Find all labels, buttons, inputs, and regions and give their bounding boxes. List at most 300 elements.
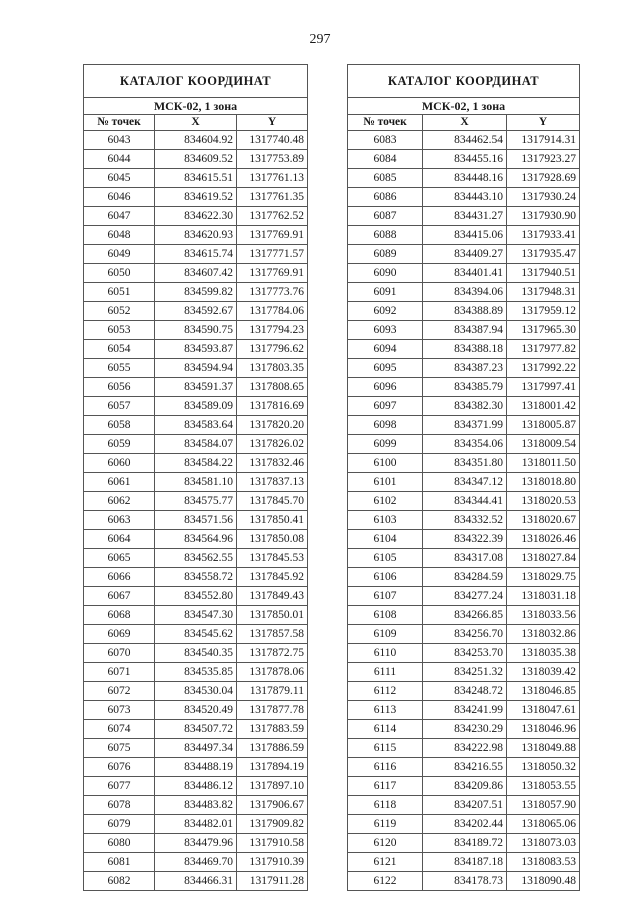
- y-coordinate-cell: 1317761.13: [237, 169, 308, 188]
- y-coordinate-cell: 1317796.62: [237, 340, 308, 359]
- column-header-y: Y: [237, 115, 308, 131]
- x-coordinate-cell: 834230.29: [423, 720, 507, 739]
- x-coordinate-cell: 834241.99: [423, 701, 507, 720]
- y-coordinate-cell: 1317850.01: [237, 606, 308, 625]
- y-coordinate-cell: 1317794.23: [237, 321, 308, 340]
- point-number-cell: 6064: [84, 530, 155, 549]
- y-coordinate-cell: 1318027.84: [507, 549, 580, 568]
- table-row: [348, 359, 580, 378]
- x-coordinate-cell: 834535.85: [155, 663, 237, 682]
- x-coordinate-cell: 834607.42: [155, 264, 237, 283]
- table-row: [84, 302, 308, 321]
- x-coordinate-cell: 834564.96: [155, 530, 237, 549]
- x-coordinate-cell: 834592.67: [155, 302, 237, 321]
- y-coordinate-cell: 1317808.65: [237, 378, 308, 397]
- table-row: [84, 511, 308, 530]
- point-number-cell: 6083: [348, 131, 423, 150]
- point-number-cell: 6108: [348, 606, 423, 625]
- x-coordinate-cell: 834562.55: [155, 549, 237, 568]
- point-number-cell: 6082: [84, 872, 155, 891]
- y-coordinate-cell: 1317872.75: [237, 644, 308, 663]
- point-number-cell: 6088: [348, 226, 423, 245]
- y-coordinate-cell: 1317906.67: [237, 796, 308, 815]
- point-number-cell: 6120: [348, 834, 423, 853]
- y-coordinate-cell: 1318029.75: [507, 568, 580, 587]
- table-row: [348, 853, 580, 872]
- table-row: [84, 283, 308, 302]
- x-coordinate-cell: 834253.70: [423, 644, 507, 663]
- y-coordinate-cell: 1317977.82: [507, 340, 580, 359]
- y-coordinate-cell: 1318090.48: [507, 872, 580, 891]
- table-row: [348, 226, 580, 245]
- point-number-cell: 6118: [348, 796, 423, 815]
- y-coordinate-cell: 1317883.59: [237, 720, 308, 739]
- point-number-cell: 6104: [348, 530, 423, 549]
- x-coordinate-cell: 834581.10: [155, 473, 237, 492]
- y-coordinate-cell: 1317910.58: [237, 834, 308, 853]
- point-number-cell: 6048: [84, 226, 155, 245]
- table-row: [348, 530, 580, 549]
- point-number-cell: 6116: [348, 758, 423, 777]
- y-coordinate-cell: 1317992.22: [507, 359, 580, 378]
- x-coordinate-cell: 834347.12: [423, 473, 507, 492]
- x-coordinate-cell: 834497.34: [155, 739, 237, 758]
- coordinate-system-zone: МСК-02, 1 зона: [84, 98, 308, 115]
- table-row: [84, 131, 308, 150]
- x-coordinate-cell: 834488.19: [155, 758, 237, 777]
- y-coordinate-cell: 1317965.30: [507, 321, 580, 340]
- column-header-x: X: [423, 115, 507, 131]
- point-number-cell: 6109: [348, 625, 423, 644]
- point-number-cell: 6114: [348, 720, 423, 739]
- point-number-cell: 6046: [84, 188, 155, 207]
- x-coordinate-cell: 834277.24: [423, 587, 507, 606]
- x-coordinate-cell: 834593.87: [155, 340, 237, 359]
- point-number-cell: 6065: [84, 549, 155, 568]
- x-coordinate-cell: 834540.35: [155, 644, 237, 663]
- column-header-point-number: № точек: [84, 115, 155, 131]
- table-row: [84, 701, 308, 720]
- table-row: [84, 834, 308, 853]
- x-coordinate-cell: 834583.64: [155, 416, 237, 435]
- y-coordinate-cell: 1318057.90: [507, 796, 580, 815]
- x-coordinate-cell: 834354.06: [423, 435, 507, 454]
- x-coordinate-cell: 834615.74: [155, 245, 237, 264]
- x-coordinate-cell: 834256.70: [423, 625, 507, 644]
- point-number-cell: 6081: [84, 853, 155, 872]
- catalog-title: КАТАЛОГ КООРДИНАТ: [84, 65, 308, 98]
- point-number-cell: 6055: [84, 359, 155, 378]
- y-coordinate-cell: 1317845.53: [237, 549, 308, 568]
- y-coordinate-cell: 1318020.67: [507, 511, 580, 530]
- y-coordinate-cell: 1317878.06: [237, 663, 308, 682]
- y-coordinate-cell: 1317761.35: [237, 188, 308, 207]
- table-row: [348, 435, 580, 454]
- x-coordinate-cell: 834382.30: [423, 397, 507, 416]
- y-coordinate-cell: 1317826.02: [237, 435, 308, 454]
- y-coordinate-cell: 1318018.80: [507, 473, 580, 492]
- y-coordinate-cell: 1317850.08: [237, 530, 308, 549]
- point-number-cell: 6057: [84, 397, 155, 416]
- point-number-cell: 6075: [84, 739, 155, 758]
- table-row: [84, 473, 308, 492]
- x-coordinate-cell: 834284.59: [423, 568, 507, 587]
- y-coordinate-cell: 1318049.88: [507, 739, 580, 758]
- point-number-cell: 6121: [348, 853, 423, 872]
- x-coordinate-cell: 834558.72: [155, 568, 237, 587]
- table-row: [348, 872, 580, 891]
- x-coordinate-cell: 834507.72: [155, 720, 237, 739]
- table-row: [84, 625, 308, 644]
- y-coordinate-cell: 1317930.90: [507, 207, 580, 226]
- table-row: [84, 207, 308, 226]
- table-row: [84, 397, 308, 416]
- y-coordinate-cell: 1317948.31: [507, 283, 580, 302]
- x-coordinate-cell: 834431.27: [423, 207, 507, 226]
- y-coordinate-cell: 1317762.52: [237, 207, 308, 226]
- table-row: [348, 169, 580, 188]
- y-coordinate-cell: 1317820.20: [237, 416, 308, 435]
- y-coordinate-cell: 1318001.42: [507, 397, 580, 416]
- point-number-cell: 6054: [84, 340, 155, 359]
- point-number-cell: 6058: [84, 416, 155, 435]
- point-number-cell: 6097: [348, 397, 423, 416]
- table-row: [84, 777, 308, 796]
- x-coordinate-cell: 834619.52: [155, 188, 237, 207]
- y-coordinate-cell: 1318026.46: [507, 530, 580, 549]
- catalog-title: КАТАЛОГ КООРДИНАТ: [348, 65, 580, 98]
- point-number-cell: 6069: [84, 625, 155, 644]
- x-coordinate-cell: 834187.18: [423, 853, 507, 872]
- y-coordinate-cell: 1317845.92: [237, 568, 308, 587]
- point-number-cell: 6053: [84, 321, 155, 340]
- y-coordinate-cell: 1318032.86: [507, 625, 580, 644]
- point-number-cell: 6099: [348, 435, 423, 454]
- x-coordinate-cell: 834455.16: [423, 150, 507, 169]
- table-row: [84, 150, 308, 169]
- point-number-cell: 6052: [84, 302, 155, 321]
- table-row: [84, 188, 308, 207]
- point-number-cell: 6105: [348, 549, 423, 568]
- x-coordinate-cell: 834584.07: [155, 435, 237, 454]
- point-number-cell: 6103: [348, 511, 423, 530]
- table-row: [84, 169, 308, 188]
- page-number: 297: [309, 32, 331, 47]
- table-row: [84, 853, 308, 872]
- table-row: [84, 530, 308, 549]
- point-number-cell: 6093: [348, 321, 423, 340]
- x-coordinate-cell: 834248.72: [423, 682, 507, 701]
- table-row: [348, 283, 580, 302]
- table-row: [84, 682, 308, 701]
- x-coordinate-cell: 834351.80: [423, 454, 507, 473]
- x-coordinate-cell: 834520.49: [155, 701, 237, 720]
- y-coordinate-cell: 1317784.06: [237, 302, 308, 321]
- table-row: [84, 739, 308, 758]
- y-coordinate-cell: 1318046.96: [507, 720, 580, 739]
- table-row: [348, 473, 580, 492]
- y-coordinate-cell: 1318047.61: [507, 701, 580, 720]
- x-coordinate-cell: 834266.85: [423, 606, 507, 625]
- x-coordinate-cell: 834251.32: [423, 663, 507, 682]
- table-row: [348, 454, 580, 473]
- point-number-cell: 6101: [348, 473, 423, 492]
- x-coordinate-cell: 834222.98: [423, 739, 507, 758]
- y-coordinate-cell: 1318011.50: [507, 454, 580, 473]
- point-number-cell: 6117: [348, 777, 423, 796]
- point-number-cell: 6112: [348, 682, 423, 701]
- point-number-cell: 6113: [348, 701, 423, 720]
- point-number-cell: 6106: [348, 568, 423, 587]
- y-coordinate-cell: 1318073.03: [507, 834, 580, 853]
- table-row: [348, 720, 580, 739]
- x-coordinate-cell: 834599.82: [155, 283, 237, 302]
- point-number-cell: 6070: [84, 644, 155, 663]
- point-number-cell: 6043: [84, 131, 155, 150]
- x-coordinate-cell: 834401.41: [423, 264, 507, 283]
- point-number-cell: 6080: [84, 834, 155, 853]
- y-coordinate-cell: 1317803.35: [237, 359, 308, 378]
- y-coordinate-cell: 1318031.18: [507, 587, 580, 606]
- x-coordinate-cell: 834469.70: [155, 853, 237, 872]
- y-coordinate-cell: 1317850.41: [237, 511, 308, 530]
- point-number-cell: 6111: [348, 663, 423, 682]
- y-coordinate-cell: 1318065.06: [507, 815, 580, 834]
- table-row: [84, 245, 308, 264]
- point-number-cell: 6078: [84, 796, 155, 815]
- table-row: [84, 568, 308, 587]
- table-row: [84, 454, 308, 473]
- x-coordinate-cell: 834394.06: [423, 283, 507, 302]
- table-row: [348, 378, 580, 397]
- table-row: [348, 188, 580, 207]
- point-number-cell: 6063: [84, 511, 155, 530]
- point-number-cell: 6096: [348, 378, 423, 397]
- table-row: [84, 758, 308, 777]
- table-row: [348, 511, 580, 530]
- table-row: [84, 359, 308, 378]
- x-coordinate-cell: 834545.62: [155, 625, 237, 644]
- point-number-cell: 6098: [348, 416, 423, 435]
- table-row: [348, 587, 580, 606]
- y-coordinate-cell: 1318039.42: [507, 663, 580, 682]
- point-number-cell: 6061: [84, 473, 155, 492]
- x-coordinate-cell: 834479.96: [155, 834, 237, 853]
- table-row: [84, 321, 308, 340]
- y-coordinate-cell: 1318046.85: [507, 682, 580, 701]
- y-coordinate-cell: 1317769.91: [237, 226, 308, 245]
- point-number-cell: 6047: [84, 207, 155, 226]
- point-number-cell: 6107: [348, 587, 423, 606]
- x-coordinate-cell: 834385.79: [423, 378, 507, 397]
- table-row: [84, 644, 308, 663]
- table-row: [348, 682, 580, 701]
- x-coordinate-cell: 834590.75: [155, 321, 237, 340]
- x-coordinate-cell: 834387.23: [423, 359, 507, 378]
- y-coordinate-cell: 1317849.43: [237, 587, 308, 606]
- coordinate-system-zone: МСК-02, 1 зона: [348, 98, 580, 115]
- x-coordinate-cell: 834615.51: [155, 169, 237, 188]
- point-number-cell: 6074: [84, 720, 155, 739]
- point-number-cell: 6089: [348, 245, 423, 264]
- table-row: [84, 720, 308, 739]
- x-coordinate-cell: 834189.72: [423, 834, 507, 853]
- table-row: [348, 834, 580, 853]
- y-coordinate-cell: 1317935.47: [507, 245, 580, 264]
- y-coordinate-cell: 1318020.53: [507, 492, 580, 511]
- point-number-cell: 6067: [84, 587, 155, 606]
- table-row: [84, 606, 308, 625]
- table-row: [84, 587, 308, 606]
- table-row: [348, 131, 580, 150]
- table-row: [84, 340, 308, 359]
- catalog-rows: [348, 131, 580, 891]
- y-coordinate-cell: 1318083.53: [507, 853, 580, 872]
- column-header-y: Y: [507, 115, 580, 131]
- point-number-cell: 6085: [348, 169, 423, 188]
- x-coordinate-cell: 834552.80: [155, 587, 237, 606]
- y-coordinate-cell: 1317877.78: [237, 701, 308, 720]
- table-row: [348, 302, 580, 321]
- point-number-cell: 6122: [348, 872, 423, 891]
- point-number-cell: 6084: [348, 150, 423, 169]
- point-number-cell: 6087: [348, 207, 423, 226]
- x-coordinate-cell: 834209.86: [423, 777, 507, 796]
- point-number-cell: 6095: [348, 359, 423, 378]
- y-coordinate-cell: 1317911.28: [237, 872, 308, 891]
- point-number-cell: 6115: [348, 739, 423, 758]
- table-row: [348, 663, 580, 682]
- x-coordinate-cell: 834604.92: [155, 131, 237, 150]
- table-row: [348, 150, 580, 169]
- y-coordinate-cell: 1317845.70: [237, 492, 308, 511]
- y-coordinate-cell: 1317997.41: [507, 378, 580, 397]
- table-row: [348, 207, 580, 226]
- table-row: [348, 340, 580, 359]
- point-number-cell: 6066: [84, 568, 155, 587]
- x-coordinate-cell: 834332.52: [423, 511, 507, 530]
- point-number-cell: 6076: [84, 758, 155, 777]
- coordinate-catalog-table-right: [347, 64, 580, 891]
- point-number-cell: 6079: [84, 815, 155, 834]
- point-number-cell: 6062: [84, 492, 155, 511]
- table-row: [348, 245, 580, 264]
- point-number-cell: 6102: [348, 492, 423, 511]
- table-row: [348, 758, 580, 777]
- x-coordinate-cell: 834207.51: [423, 796, 507, 815]
- y-coordinate-cell: 1317879.11: [237, 682, 308, 701]
- point-number-cell: 6092: [348, 302, 423, 321]
- point-number-cell: 6045: [84, 169, 155, 188]
- x-coordinate-cell: 834486.12: [155, 777, 237, 796]
- x-coordinate-cell: 834482.01: [155, 815, 237, 834]
- point-number-cell: 6119: [348, 815, 423, 834]
- table-row: [348, 492, 580, 511]
- point-number-cell: 6050: [84, 264, 155, 283]
- table-row: [84, 549, 308, 568]
- table-row: [348, 625, 580, 644]
- table-row: [348, 416, 580, 435]
- x-coordinate-cell: 834344.41: [423, 492, 507, 511]
- table-row: [348, 777, 580, 796]
- y-coordinate-cell: 1317897.10: [237, 777, 308, 796]
- table-row: [84, 226, 308, 245]
- x-coordinate-cell: 834589.09: [155, 397, 237, 416]
- y-coordinate-cell: 1317928.69: [507, 169, 580, 188]
- y-coordinate-cell: 1317740.48: [237, 131, 308, 150]
- y-coordinate-cell: 1317773.76: [237, 283, 308, 302]
- y-coordinate-cell: 1317894.19: [237, 758, 308, 777]
- table-row: [348, 644, 580, 663]
- y-coordinate-cell: 1317940.51: [507, 264, 580, 283]
- column-header-x: X: [155, 115, 237, 131]
- point-number-cell: 6110: [348, 644, 423, 663]
- point-number-cell: 6077: [84, 777, 155, 796]
- x-coordinate-cell: 834448.16: [423, 169, 507, 188]
- table-row: [84, 492, 308, 511]
- table-row: [348, 701, 580, 720]
- column-header-point-number: № точек: [348, 115, 423, 131]
- point-number-cell: 6090: [348, 264, 423, 283]
- x-coordinate-cell: 834622.30: [155, 207, 237, 226]
- x-coordinate-cell: 834591.37: [155, 378, 237, 397]
- coordinate-catalog-table-left: [83, 64, 308, 891]
- point-number-cell: 6071: [84, 663, 155, 682]
- x-coordinate-cell: 834317.08: [423, 549, 507, 568]
- table-row: [348, 321, 580, 340]
- table-row: [348, 264, 580, 283]
- point-number-cell: 6091: [348, 283, 423, 302]
- x-coordinate-cell: 834609.52: [155, 150, 237, 169]
- x-coordinate-cell: 834409.27: [423, 245, 507, 264]
- table-row: [348, 606, 580, 625]
- y-coordinate-cell: 1317930.24: [507, 188, 580, 207]
- y-coordinate-cell: 1317933.41: [507, 226, 580, 245]
- point-number-cell: 6060: [84, 454, 155, 473]
- table-row: [84, 264, 308, 283]
- table-row: [84, 416, 308, 435]
- point-number-cell: 6073: [84, 701, 155, 720]
- table-row: [84, 663, 308, 682]
- y-coordinate-cell: 1317886.59: [237, 739, 308, 758]
- table-row: [84, 872, 308, 891]
- point-number-cell: 6068: [84, 606, 155, 625]
- y-coordinate-cell: 1317914.31: [507, 131, 580, 150]
- table-row: [348, 397, 580, 416]
- y-coordinate-cell: 1317923.27: [507, 150, 580, 169]
- x-coordinate-cell: 834594.94: [155, 359, 237, 378]
- point-number-cell: 6094: [348, 340, 423, 359]
- y-coordinate-cell: 1318035.38: [507, 644, 580, 663]
- y-coordinate-cell: 1317771.57: [237, 245, 308, 264]
- point-number-cell: 6086: [348, 188, 423, 207]
- table-row: [84, 435, 308, 454]
- y-coordinate-cell: 1317769.91: [237, 264, 308, 283]
- y-coordinate-cell: 1317857.58: [237, 625, 308, 644]
- x-coordinate-cell: 834388.89: [423, 302, 507, 321]
- x-coordinate-cell: 834415.06: [423, 226, 507, 245]
- table-row: [348, 549, 580, 568]
- point-number-cell: 6051: [84, 283, 155, 302]
- point-number-cell: 6059: [84, 435, 155, 454]
- y-coordinate-cell: 1318033.56: [507, 606, 580, 625]
- y-coordinate-cell: 1317959.12: [507, 302, 580, 321]
- x-coordinate-cell: 834443.10: [423, 188, 507, 207]
- x-coordinate-cell: 834466.31: [155, 872, 237, 891]
- y-coordinate-cell: 1317832.46: [237, 454, 308, 473]
- x-coordinate-cell: 834202.44: [423, 815, 507, 834]
- point-number-cell: 6100: [348, 454, 423, 473]
